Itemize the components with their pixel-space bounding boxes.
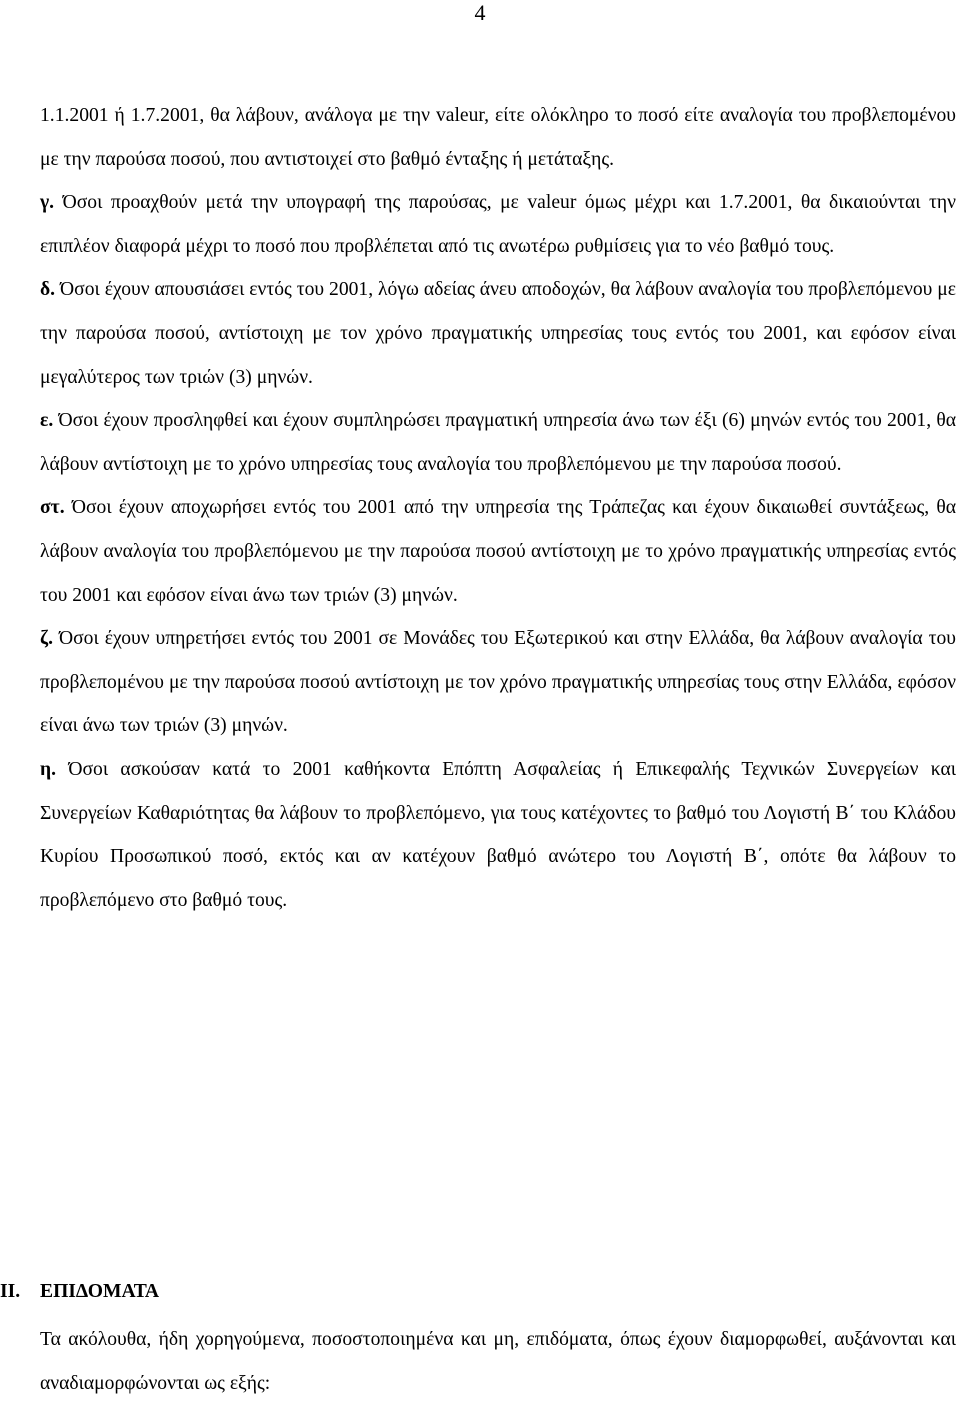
paragraph-text: Όσοι ασκούσαν κατά το 2001 καθήκοντα Επόπτη Ασφαλείας ή Επικεφαλής Τεχνικών Συνεργείων και Συνεργείων Καθαριότητας θα λάβουν το προβλεπόμενο, για τους κατέχοντες το βαθμό του Λογιστή Β΄ του Κλάδου Κυρίου Προσωπικού ποσό, εκτός και αν κατέχουν βαθμό ανώτερο του Λογιστή Β΄, οπότε θα λάβουν το προβλεπόμενο στο βαθμό τους. (40, 758, 956, 911)
paragraph-text: Όσοι έχουν απουσιάσει εντός του 2001, λόγω αδείας άνευ αποδοχών, θα λάβουν αναλογία του προβλεπόμενου με την παρούσα ποσού, αντίστοιχη με τον χρόνο πραγματικής υπηρεσίας τους εντός του 2001, και εφόσον είναι μεγαλύτερος των τριών (3) μηνών. (40, 279, 956, 388)
section-body-text: Τα ακόλουθα, ήδη χορηγούμενα, ποσοστοποιημένα και μη, επιδόματα, όπως έχουν διαμορφωθεί, αυξάνονται και αναδιαμορφώνονται ως εξής: (40, 1329, 956, 1394)
paragraph-continuation (40, 94, 956, 181)
paragraph-text: Όσοι έχουν αποχωρήσει εντός του 2001 από την υπηρεσία της Τράπεζας και έχουν δικαιωθεί συντάξεως, θα λάβουν αναλογία του προβλεπόμενου με την παρούσα ποσού αντίστοιχη με το χρόνο πραγματικής υπηρεσίας εντός του 2001 και εφόσον είναι άνω των τριών (3) μηνών. (40, 497, 956, 606)
paragraph-text: Όσοι έχουν υπηρετήσει εντός του 2001 σε Μονάδες του Εξωτερικού και στην Ελλάδα, θα λάβουν αναλογία του προβλεπομένου με την παρούσα ποσού αντίστοιχη με τον χρόνο πραγματικής υπηρεσίας τους στην Ελλάδα, εφόσον είναι άνω των τριών (3) μηνών. (40, 628, 956, 737)
paragraph-st (40, 486, 956, 617)
section-heading (0, 1274, 956, 1310)
paragraph-marker: στ. (40, 497, 65, 519)
paragraph-e (40, 399, 956, 486)
paragraph-text: 1.1.2001 ή 1.7.2001, θα λάβουν, ανάλογα με την valeur, είτε ολόκληρο το ποσό είτε αναλογία του προβλεπομένου με την παρούσα ποσού, που αντιστοιχεί στο βαθμό ένταξης ή μετάταξης. (40, 105, 956, 170)
document-body (40, 94, 956, 922)
paragraph-marker: ε. (40, 410, 54, 432)
paragraph-marker: ζ. (40, 628, 53, 650)
section-title: ΕΠΙΔΟΜΑΤΑ (40, 1281, 160, 1302)
paragraph-marker: η. (40, 758, 57, 780)
paragraph-text: Όσοι προαχθούν μετά την υπογραφή της παρούσας, με valeur όμως μέχρι και 1.7.2001, θα δικαιούνται την επιπλέον διαφορά μέχρι το ποσό που προβλέπεται από τις ανωτέρω ρυθμίσεις για το νέο βαθμό τους. (40, 192, 956, 257)
section-number: ΙΙ. (0, 1281, 21, 1302)
paragraph-z (40, 617, 956, 748)
paragraph-marker: δ. (40, 279, 56, 301)
page-number: 4 (474, 0, 486, 25)
paragraph-d (40, 268, 956, 399)
paragraph-marker: γ. (40, 192, 55, 214)
paragraph-g (40, 181, 956, 268)
paragraph-i (40, 748, 956, 922)
paragraph-text: Όσοι έχουν προσληφθεί και έχουν συμπληρώσει πραγματική υπηρεσία άνω των έξι (6) μηνών εντός του 2001, θα λάβουν αντίστοιχη με το χρόνο υπηρεσίας τους αναλογία του προβλεπόμενου με την παρούσα ποσού. (40, 410, 956, 475)
